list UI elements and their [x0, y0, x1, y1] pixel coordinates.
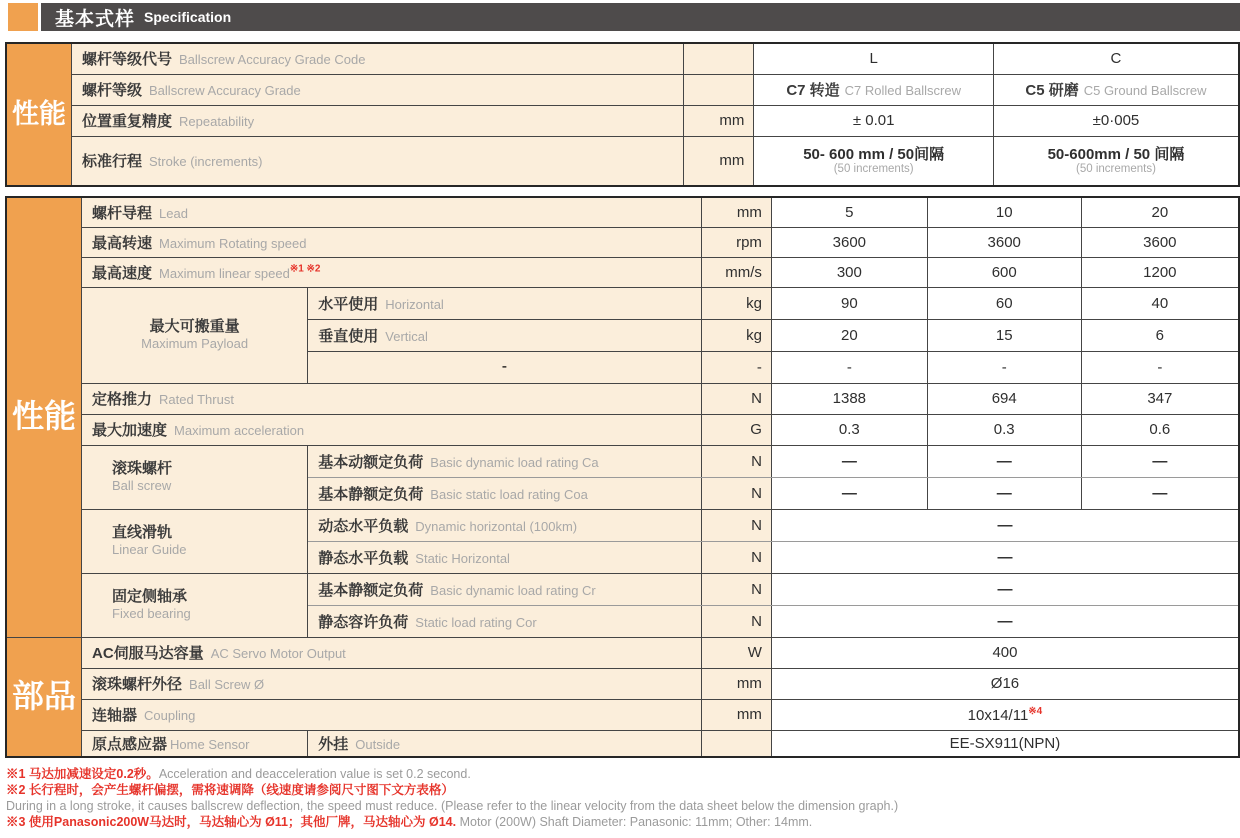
value-rot-2: 3600 — [927, 227, 1081, 257]
value-repeatability-l: ± 0.01 — [754, 105, 994, 136]
label-cn: AC伺服马达容量 — [92, 645, 204, 662]
stroke-increments: (50 increments) — [1076, 163, 1156, 176]
label-en: Maximum acceleration — [174, 423, 305, 438]
value-blank-3: - — [1081, 351, 1239, 383]
spec-table-accuracy — [5, 42, 1240, 187]
value-motor-output: 400 — [771, 637, 1239, 668]
row-home-sensor — [6, 730, 1239, 757]
sidebar-parts: 部品 — [6, 637, 82, 757]
label-ca — [308, 445, 701, 477]
footnote-2-en-text: During in a long stroke, it causes ballscrew deflection, the speed must reduce. (Please refer to the linear velocity from the data sheet below the dimension graph.) — [6, 798, 899, 813]
row-acceleration — [6, 414, 1239, 445]
coupling-size: 10x14/11 — [967, 706, 1029, 724]
row-thrust — [6, 383, 1239, 414]
value-coa-1: — — [771, 477, 927, 509]
label-en: Horizontal — [385, 296, 444, 312]
label-lead — [82, 197, 701, 227]
value-cr: — — [771, 573, 1239, 605]
value-coa-2: — — [927, 477, 1081, 509]
value-repeatability-c: ±0·005 — [993, 105, 1239, 136]
row-motor-output — [6, 637, 1239, 668]
spec-table-performance — [5, 196, 1240, 758]
footnote-1-en: Acceleration and deacceleration value is set 0.2 second. — [158, 766, 471, 781]
label-motor-output — [82, 637, 701, 668]
value-rot-1: 3600 — [771, 227, 927, 257]
value-v-2: 15 — [927, 319, 1081, 351]
unit-cell: mm — [701, 668, 771, 699]
label-en: Repeatability — [179, 114, 255, 129]
label-repeatability — [72, 105, 684, 136]
label-stroke — [72, 136, 684, 186]
label-thrust — [82, 383, 701, 414]
row-coupling — [6, 699, 1239, 730]
unit-cell: N — [701, 541, 771, 573]
unit-cell — [684, 74, 754, 105]
value-cn: C7 转造 — [786, 82, 840, 99]
label-en: Outside — [355, 736, 401, 752]
label-en: AC Servo Motor Output — [210, 646, 346, 661]
label-cn: 最高速度 — [92, 264, 153, 282]
unit-cell: rpm — [701, 227, 771, 257]
unit-cell: N — [701, 605, 771, 637]
label-cn: 动态水平负载 — [318, 517, 409, 535]
label-cn: 螺杆导程 — [92, 204, 153, 222]
value-cn: C5 研磨 — [1025, 82, 1079, 99]
value-thrust-2: 694 — [927, 383, 1081, 414]
value-thrust-3: 347 — [1081, 383, 1239, 414]
label-en: Ball Screw Ø — [189, 677, 265, 692]
unit-cell: kg — [701, 319, 771, 351]
unit-cell: N — [701, 509, 771, 541]
stroke-range: 50-600mm / 50 间隔 — [1047, 146, 1185, 164]
value-stroke-c — [993, 136, 1239, 186]
value-lin-3: 1200 — [1081, 257, 1239, 287]
footnote-2-cn — [6, 782, 1240, 798]
label-cn: 最大加速度 — [92, 422, 168, 439]
label-cn: 滚珠螺杆外径 — [92, 676, 183, 693]
label-cn: 最高转速 — [92, 234, 153, 252]
row-grade — [6, 74, 1239, 105]
footnote-ref-1-2: ※1 ※2 — [289, 263, 321, 275]
value-blank-2: - — [927, 351, 1081, 383]
unit-cell: N — [701, 383, 771, 414]
unit-cell: W — [701, 637, 771, 668]
value-lin-1: 300 — [771, 257, 927, 287]
group-payload — [82, 287, 308, 383]
row-rotating-speed — [6, 227, 1239, 257]
group-en: Fixed bearing — [112, 606, 191, 622]
unit-cell: mm — [684, 136, 754, 186]
label-cn: 垂直使用 — [318, 327, 379, 345]
label-cn: 静态容许负荷 — [318, 613, 409, 631]
row-bearing-dynamic — [6, 573, 1239, 605]
value-lead-20: 20 — [1081, 197, 1239, 227]
label-en: Coupling — [144, 708, 196, 723]
label-en: Ballscrew Accuracy Grade — [149, 83, 301, 98]
row-screw-diameter — [6, 668, 1239, 699]
value-ca-3: — — [1081, 445, 1239, 477]
value-accel-3: 0.6 — [1081, 414, 1239, 445]
footnote-2-en — [6, 798, 1240, 814]
value-ca-1: — — [771, 445, 927, 477]
row-repeatability — [6, 105, 1239, 136]
label-blank: - — [308, 351, 701, 383]
label-en: Stroke (increments) — [149, 154, 263, 170]
section-title-cn: 基本式样 — [55, 8, 136, 30]
value-thrust-1: 1388 — [771, 383, 927, 414]
unit-cell: G — [701, 414, 771, 445]
label-screw-diameter — [82, 668, 701, 699]
group-cn: 固定侧轴承 — [112, 587, 188, 605]
section-header-bar — [41, 3, 1240, 31]
footnote-2-cn-text: ※2 长行程时，会产生螺杆偏摆，需将速调降（线速度请参阅尺寸图下文方表格） — [6, 782, 454, 797]
group-ballscrew — [82, 445, 308, 509]
label-grade — [72, 74, 684, 105]
unit-cell: N — [701, 477, 771, 509]
label-en: Maximum Rotating speed — [159, 235, 307, 251]
row-guide-dynamic — [6, 509, 1239, 541]
label-en: Maximum linear speed — [159, 265, 290, 281]
label-grade-code — [72, 43, 684, 74]
label-en: Basic dynamic load rating Ca — [430, 454, 599, 470]
value-grade-code-l: L — [754, 43, 994, 74]
unit-cell: mm — [684, 105, 754, 136]
label-vertical — [308, 319, 701, 351]
stroke-increments: (50 increments) — [833, 163, 914, 176]
unit-cell: - — [701, 351, 771, 383]
value-coa-3: — — [1081, 477, 1239, 509]
value-blank-1: - — [771, 351, 927, 383]
label-cn: 螺杆等级代号 — [82, 51, 173, 69]
section-marker-square — [8, 3, 38, 31]
value-ca-2: — — [927, 445, 1081, 477]
section-title-en: Specification — [144, 9, 232, 25]
label-cor — [308, 605, 701, 637]
row-stroke — [6, 136, 1239, 186]
value-en: C5 Ground Ballscrew — [1083, 83, 1207, 98]
label-cn: 连轴器 — [92, 707, 138, 724]
group-en: Linear Guide — [112, 542, 187, 558]
label-cr — [308, 573, 701, 605]
value-h-3: 40 — [1081, 287, 1239, 319]
label-cn: 静态水平负载 — [318, 549, 409, 567]
value-accel-1: 0.3 — [771, 414, 927, 445]
label-guide-static — [308, 541, 701, 573]
footnote-1-cn: ※1 马达加减速设定0.2秒。 — [6, 766, 159, 781]
footnote-3-cn: ※3 使用Panasonic200W马达时，马达轴心为 Ø11；其他厂牌，马达轴心为 Ø14. — [6, 814, 457, 829]
footnote-3 — [6, 814, 1240, 830]
label-cn: 原点感应器 — [92, 735, 168, 753]
label-rotating-speed — [82, 227, 701, 257]
stroke-range: 50- 600 mm / 50间隔 — [803, 146, 945, 164]
value-v-3: 6 — [1081, 319, 1239, 351]
label-outside — [308, 730, 701, 757]
label-cn: 基本静额定负荷 — [318, 581, 424, 599]
value-grade-l — [754, 74, 994, 105]
value-guide-static: — — [771, 541, 1239, 573]
group-cn: 滚珠螺杆 — [112, 459, 173, 477]
group-en: Ball screw — [112, 478, 172, 494]
label-en: Ballscrew Accuracy Grade Code — [179, 52, 366, 68]
label-en: Home Sensor — [170, 736, 250, 752]
unit-cell — [684, 43, 754, 74]
value-rot-3: 3600 — [1081, 227, 1239, 257]
unit-cell: N — [701, 573, 771, 605]
row-payload-horizontal — [6, 287, 1239, 319]
unit-cell: mm — [701, 197, 771, 227]
label-en: Rated Thrust — [159, 392, 234, 407]
label-en: Dynamic horizontal (100km) — [415, 518, 578, 534]
label-cn: 位置重复精度 — [82, 113, 173, 130]
value-h-1: 90 — [771, 287, 927, 319]
section-header — [8, 3, 1240, 31]
row-lead — [6, 197, 1239, 227]
label-cn: 标准行程 — [82, 153, 143, 171]
row-grade-code — [6, 43, 1239, 74]
value-h-2: 60 — [927, 287, 1081, 319]
label-en: Static Horizontal — [415, 550, 510, 566]
group-cn: 直线滑轨 — [112, 523, 173, 541]
group-en: Maximum Payload — [141, 336, 249, 352]
footnote-1 — [6, 766, 1240, 782]
value-home-sensor: EE-SX911(NPN) — [771, 730, 1239, 757]
label-cn: 定格推力 — [92, 391, 153, 408]
unit-cell: mm/s — [701, 257, 771, 287]
value-screw-diameter: Ø16 — [771, 668, 1239, 699]
label-coupling — [82, 699, 701, 730]
sidebar-performance-1: 性能 — [6, 43, 72, 186]
value-en: C7 Rolled Ballscrew — [844, 83, 961, 98]
value-lead-5: 5 — [771, 197, 927, 227]
unit-cell — [701, 730, 771, 757]
group-fixed-bearing — [82, 573, 308, 637]
value-grade-code-c: C — [993, 43, 1239, 74]
value-accel-2: 0.3 — [927, 414, 1081, 445]
value-grade-c — [993, 74, 1239, 105]
label-cn: 基本动额定负荷 — [318, 453, 424, 471]
sidebar-performance-2: 性能 — [6, 197, 82, 637]
label-horizontal — [308, 287, 701, 319]
label-coa — [308, 477, 701, 509]
value-lead-10: 10 — [927, 197, 1081, 227]
value-guide-dynamic: — — [771, 509, 1239, 541]
label-en: Basic dynamic load rating Cr — [430, 582, 596, 598]
group-cn: 最大可搬重量 — [149, 317, 240, 335]
footnotes — [6, 766, 1240, 830]
unit-cell: mm — [701, 699, 771, 730]
label-home-sensor — [82, 730, 308, 757]
value-coupling — [771, 699, 1239, 730]
value-v-1: 20 — [771, 319, 927, 351]
label-guide-dynamic — [308, 509, 701, 541]
value-lin-2: 600 — [927, 257, 1081, 287]
unit-cell: N — [701, 445, 771, 477]
footnote-3-en: Motor (200W) Shaft Diameter: Panasonic: 11mm; Other: 14mm. — [459, 814, 813, 829]
label-cn: 水平使用 — [318, 295, 379, 313]
label-acceleration — [82, 414, 701, 445]
label-cn: 螺杆等级 — [82, 82, 143, 99]
value-cor: — — [771, 605, 1239, 637]
label-cn: 基本静额定负荷 — [318, 485, 424, 503]
label-linear-speed — [82, 257, 701, 287]
label-en: Static load rating Cor — [415, 614, 537, 630]
value-stroke-l — [754, 136, 994, 186]
label-en: Vertical — [385, 328, 428, 344]
label-cn: 外挂 — [318, 735, 349, 753]
row-ballscrew-dynamic — [6, 445, 1239, 477]
group-linear-guide — [82, 509, 308, 573]
label-en: Basic static load rating Coa — [430, 486, 588, 502]
label-en: Lead — [159, 205, 188, 221]
unit-cell: kg — [701, 287, 771, 319]
row-linear-speed — [6, 257, 1239, 287]
footnote-ref-4: ※4 — [1028, 705, 1043, 717]
